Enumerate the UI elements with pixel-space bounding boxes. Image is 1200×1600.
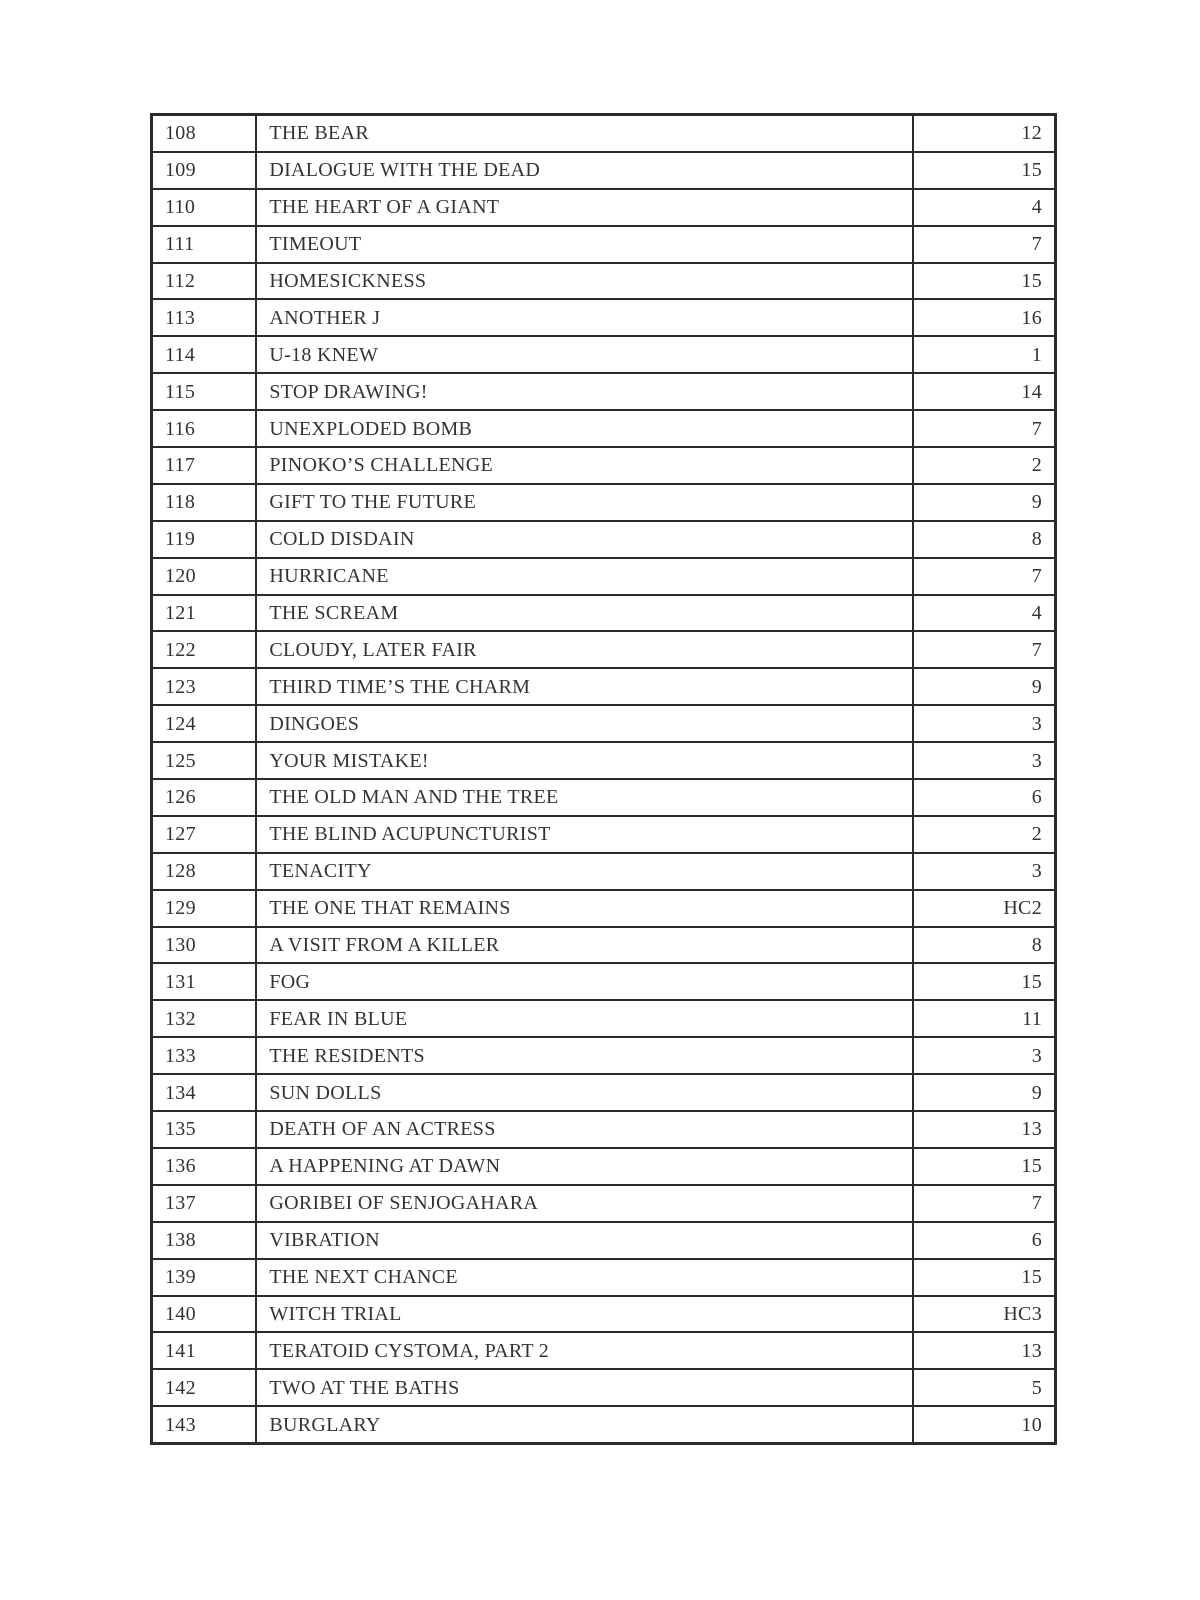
chapter-number: 136 (152, 1148, 257, 1185)
volume-number: 14 (913, 373, 1056, 410)
table-row (152, 1369, 1056, 1406)
volume-number: 6 (913, 779, 1056, 816)
chapter-title: THE OLD MAN AND THE TREE (256, 779, 912, 816)
volume-number: 3 (913, 1037, 1056, 1074)
chapter-table-body (152, 115, 1056, 1444)
chapter-title: THIRD TIME’S THE CHARM (256, 668, 912, 705)
chapter-title: CLOUDY, LATER FAIR (256, 631, 912, 668)
volume-number: 8 (913, 521, 1056, 558)
chapter-title: GIFT TO THE FUTURE (256, 484, 912, 521)
chapter-title: BURGLARY (256, 1406, 912, 1443)
volume-number: 11 (913, 1000, 1056, 1037)
chapter-number: 108 (152, 115, 257, 152)
chapter-number: 117 (152, 447, 257, 484)
chapter-number: 135 (152, 1111, 257, 1148)
table-row (152, 1037, 1056, 1074)
volume-number: 7 (913, 1185, 1056, 1222)
chapter-number: 143 (152, 1406, 257, 1443)
table-row (152, 410, 1056, 447)
table-row (152, 1406, 1056, 1443)
volume-number: HC2 (913, 890, 1056, 927)
table-row (152, 853, 1056, 890)
chapter-title: FOG (256, 963, 912, 1000)
volume-number: 2 (913, 447, 1056, 484)
chapter-title: HURRICANE (256, 558, 912, 595)
chapter-title: THE BEAR (256, 115, 912, 152)
chapter-title: TWO AT THE BATHS (256, 1369, 912, 1406)
volume-number: 9 (913, 484, 1056, 521)
chapter-number: 122 (152, 631, 257, 668)
volume-number: 7 (913, 558, 1056, 595)
chapter-number: 114 (152, 336, 257, 373)
volume-number: 15 (913, 1259, 1056, 1296)
volume-number: 15 (913, 963, 1056, 1000)
chapter-title: PINOKO’S CHALLENGE (256, 447, 912, 484)
volume-number: 10 (913, 1406, 1056, 1443)
chapter-title: THE NEXT CHANCE (256, 1259, 912, 1296)
chapter-number: 127 (152, 816, 257, 853)
table-row (152, 1259, 1056, 1296)
chapter-title: TIMEOUT (256, 226, 912, 263)
chapter-title: DEATH OF AN ACTRESS (256, 1111, 912, 1148)
table-row (152, 779, 1056, 816)
volume-number: 7 (913, 410, 1056, 447)
chapter-number: 133 (152, 1037, 257, 1074)
chapter-number: 121 (152, 595, 257, 632)
chapter-number: 124 (152, 705, 257, 742)
chapter-number: 137 (152, 1185, 257, 1222)
chapter-number: 118 (152, 484, 257, 521)
chapter-number: 110 (152, 189, 257, 226)
chapter-number: 128 (152, 853, 257, 890)
volume-number: 9 (913, 1074, 1056, 1111)
chapter-number: 142 (152, 1369, 257, 1406)
chapter-number: 125 (152, 742, 257, 779)
table-row (152, 1074, 1056, 1111)
chapter-title: TERATOID CYSTOMA, PART 2 (256, 1332, 912, 1369)
volume-number: 3 (913, 705, 1056, 742)
chapter-title: A HAPPENING AT DAWN (256, 1148, 912, 1185)
chapter-title: U-18 KNEW (256, 336, 912, 373)
table-row (152, 1148, 1056, 1185)
chapter-title: HOMESICKNESS (256, 263, 912, 300)
chapter-number: 120 (152, 558, 257, 595)
volume-number: 7 (913, 226, 1056, 263)
chapter-title: SUN DOLLS (256, 1074, 912, 1111)
table-row (152, 1332, 1056, 1369)
chapter-number: 139 (152, 1259, 257, 1296)
volume-number: 12 (913, 115, 1056, 152)
volume-number: 13 (913, 1111, 1056, 1148)
table-row (152, 595, 1056, 632)
table-row (152, 447, 1056, 484)
volume-number: 1 (913, 336, 1056, 373)
chapter-number: 119 (152, 521, 257, 558)
chapter-title: DINGOES (256, 705, 912, 742)
chapter-number: 109 (152, 152, 257, 189)
volume-number: 3 (913, 853, 1056, 890)
volume-number: 8 (913, 927, 1056, 964)
chapter-number: 115 (152, 373, 257, 410)
chapter-title: THE ONE THAT REMAINS (256, 890, 912, 927)
volume-number: 15 (913, 263, 1056, 300)
volume-number: 6 (913, 1222, 1056, 1259)
volume-number: 5 (913, 1369, 1056, 1406)
chapter-title: STOP DRAWING! (256, 373, 912, 410)
volume-number: 7 (913, 631, 1056, 668)
chapter-number: 141 (152, 1332, 257, 1369)
table-row (152, 521, 1056, 558)
chapter-title: THE BLIND ACUPUNCTURIST (256, 816, 912, 853)
chapter-number: 140 (152, 1296, 257, 1333)
table-row (152, 484, 1056, 521)
chapter-title: YOUR MISTAKE! (256, 742, 912, 779)
chapter-table (150, 113, 1057, 1445)
table-row (152, 927, 1056, 964)
table-row (152, 189, 1056, 226)
chapter-number: 138 (152, 1222, 257, 1259)
chapter-number: 131 (152, 963, 257, 1000)
chapter-number: 113 (152, 299, 257, 336)
chapter-number: 134 (152, 1074, 257, 1111)
volume-number: 9 (913, 668, 1056, 705)
chapter-title: ANOTHER J (256, 299, 912, 336)
volume-number: 16 (913, 299, 1056, 336)
chapter-number: 130 (152, 927, 257, 964)
table-row (152, 263, 1056, 300)
chapter-title: VIBRATION (256, 1222, 912, 1259)
chapter-number: 116 (152, 410, 257, 447)
volume-number: 2 (913, 816, 1056, 853)
table-row (152, 115, 1056, 152)
table-row (152, 742, 1056, 779)
table-row (152, 631, 1056, 668)
chapter-number: 111 (152, 226, 257, 263)
chapter-number: 132 (152, 1000, 257, 1037)
chapter-title: GORIBEI OF SENJOGAHARA (256, 1185, 912, 1222)
table-row (152, 373, 1056, 410)
chapter-title: DIALOGUE WITH THE DEAD (256, 152, 912, 189)
chapter-title: COLD DISDAIN (256, 521, 912, 558)
chapter-title: TENACITY (256, 853, 912, 890)
volume-number: 15 (913, 1148, 1056, 1185)
chapter-title: A VISIT FROM A KILLER (256, 927, 912, 964)
table-row (152, 668, 1056, 705)
table-row (152, 226, 1056, 263)
chapter-number: 129 (152, 890, 257, 927)
volume-number: 13 (913, 1332, 1056, 1369)
table-row (152, 963, 1056, 1000)
chapter-title: THE HEART OF A GIANT (256, 189, 912, 226)
volume-number: 15 (913, 152, 1056, 189)
chapter-title: THE RESIDENTS (256, 1037, 912, 1074)
table-row (152, 336, 1056, 373)
table-row (152, 558, 1056, 595)
table-row (152, 152, 1056, 189)
table-row (152, 1000, 1056, 1037)
table-row (152, 705, 1056, 742)
table-row (152, 1111, 1056, 1148)
volume-number: 3 (913, 742, 1056, 779)
chapter-title: WITCH TRIAL (256, 1296, 912, 1333)
volume-number: HC3 (913, 1296, 1056, 1333)
chapter-title: THE SCREAM (256, 595, 912, 632)
table-row (152, 1185, 1056, 1222)
table-row (152, 890, 1056, 927)
chapter-number: 123 (152, 668, 257, 705)
chapter-title: FEAR IN BLUE (256, 1000, 912, 1037)
table-row (152, 816, 1056, 853)
volume-number: 4 (913, 189, 1056, 226)
volume-number: 4 (913, 595, 1056, 632)
chapter-number: 112 (152, 263, 257, 300)
chapter-number: 126 (152, 779, 257, 816)
chapter-title: UNEXPLODED BOMB (256, 410, 912, 447)
table-row (152, 299, 1056, 336)
table-row (152, 1296, 1056, 1333)
table-row (152, 1222, 1056, 1259)
